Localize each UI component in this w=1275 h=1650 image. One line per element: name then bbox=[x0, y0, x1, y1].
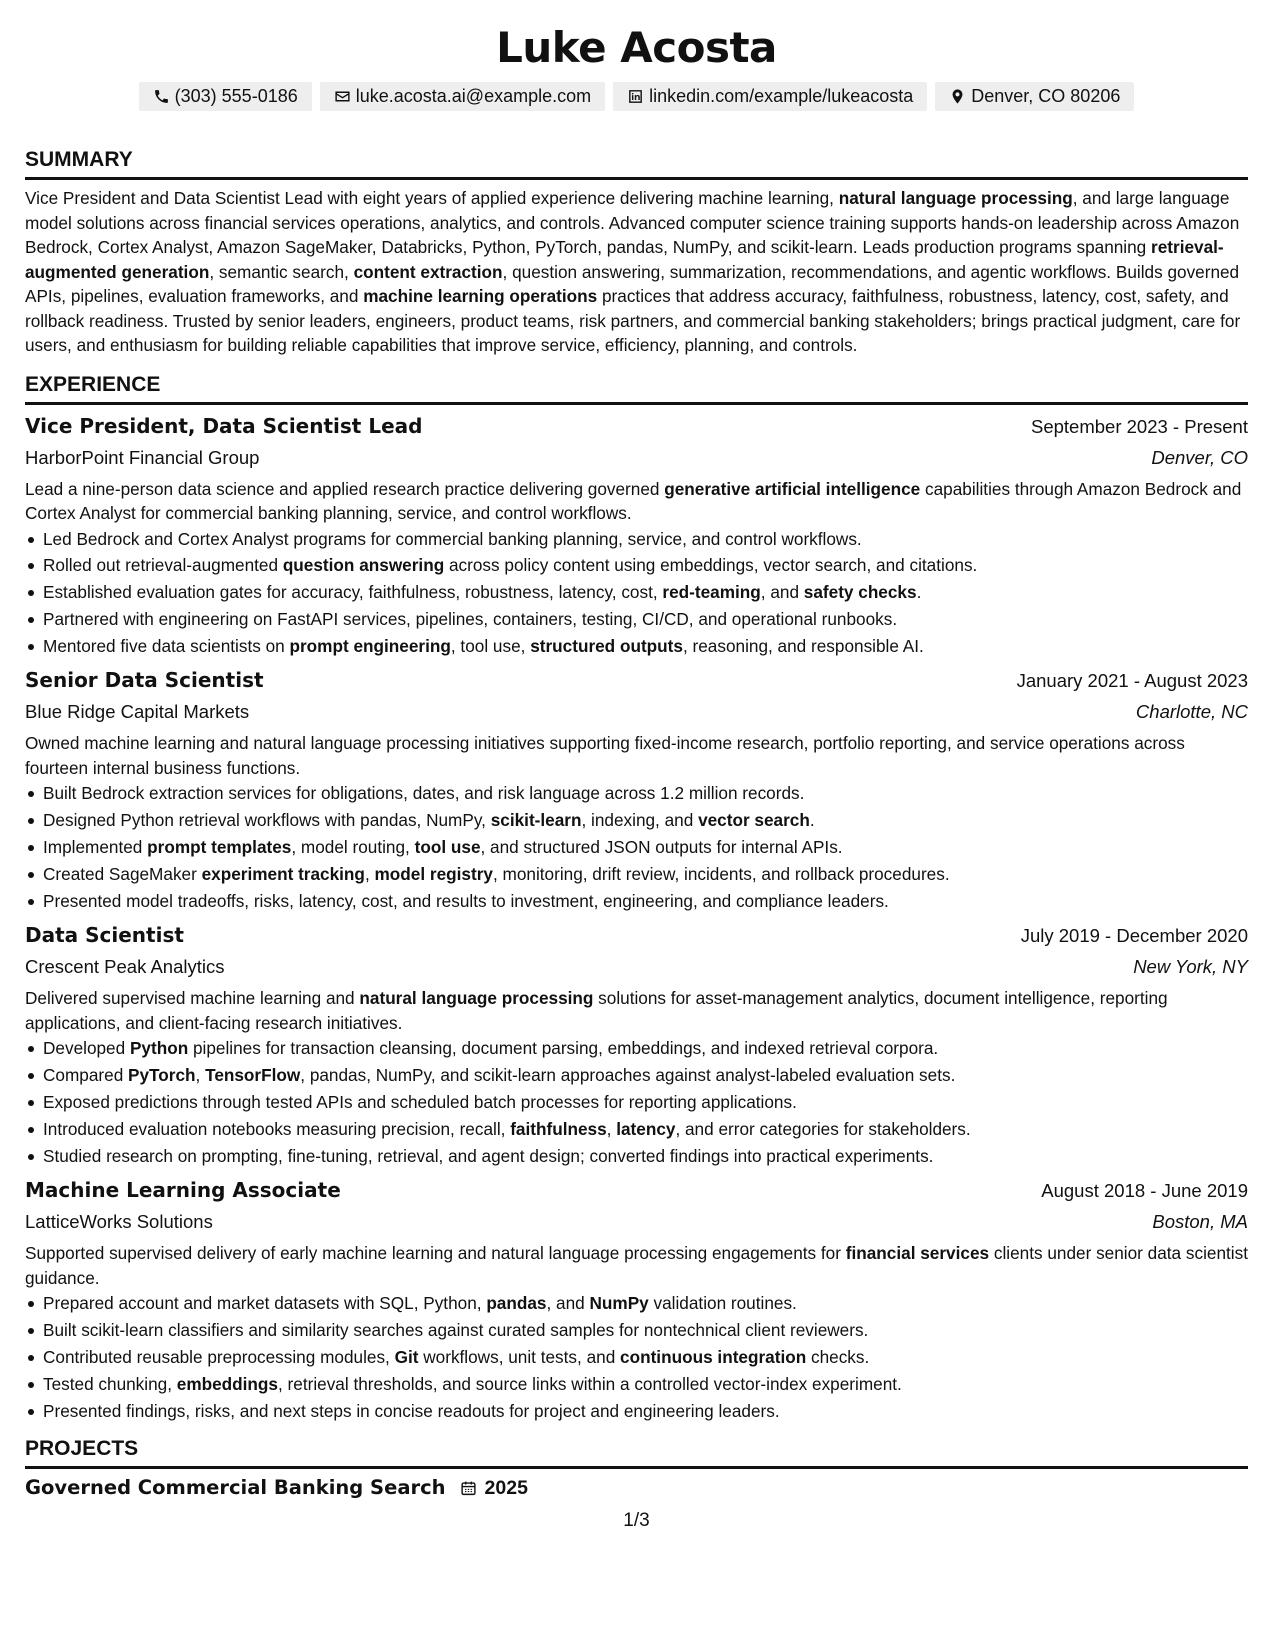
job-bullet: Presented model tradeoffs, risks, latency, cost, and results to investment, engineering, and compliance leaders. bbox=[43, 888, 1248, 915]
job-list bbox=[25, 411, 1248, 1425]
job-bullet: Partnered with engineering on FastAPI services, pipelines, containers, testing, CI/CD, and operational runbooks. bbox=[43, 606, 1248, 633]
section-title-experience: EXPERIENCE bbox=[25, 372, 1248, 405]
contact-linkedin-text: linkedin.com/example/lukeacosta bbox=[649, 86, 914, 106]
envelope-icon bbox=[334, 88, 351, 105]
job-bullet: Rolled out retrieval-augmented question answering across policy content using embeddings, vector search, and citations. bbox=[43, 552, 1248, 579]
job-subheader bbox=[25, 1206, 1248, 1237]
contact-email[interactable] bbox=[320, 82, 605, 111]
job-header bbox=[25, 411, 1248, 442]
job-bullet: Exposed predictions through tested APIs and scheduled batch processes for reporting applications. bbox=[43, 1089, 1248, 1116]
job-bullet: Introduced evaluation notebooks measuring precision, recall, faithfulness, latency, and error categories for stakeholders. bbox=[43, 1116, 1248, 1143]
job-header bbox=[25, 665, 1248, 696]
phone-icon bbox=[153, 88, 170, 105]
section-title-summary: SUMMARY bbox=[25, 147, 1248, 180]
job-bullet: Studied research on prompting, fine-tuning, retrieval, and agent design; converted findings into practical experiments. bbox=[43, 1143, 1248, 1170]
job-dates: July 2019 - December 2020 bbox=[1020, 925, 1248, 947]
job-header bbox=[25, 1175, 1248, 1206]
job-company: Blue Ridge Capital Markets bbox=[25, 701, 250, 723]
job-bullet: Built Bedrock extraction services for obligations, dates, and risk language across 1.2 million records. bbox=[43, 780, 1248, 807]
job-header bbox=[25, 920, 1248, 951]
project-date bbox=[460, 1477, 528, 1500]
job-title: Vice President, Data Scientist Lead bbox=[25, 413, 423, 438]
job-bullet: Led Bedrock and Cortex Analyst programs for commercial banking planning, service, and control workflows. bbox=[43, 526, 1248, 553]
job-summary: Supported supervised delivery of early machine learning and natural language processing engagements for financial services clients under senior data scientist guidance. bbox=[25, 1243, 1248, 1288]
page-number: 1/3 bbox=[623, 1510, 650, 1531]
job-entry bbox=[25, 411, 1248, 660]
contact-phone-text: (303) 555-0186 bbox=[174, 86, 298, 106]
job-bullets bbox=[25, 1035, 1248, 1169]
contact-location bbox=[935, 82, 1134, 111]
summary-text: Vice President and Data Scientist Lead with eight years of applied experience delivering machine learning, natural language processing, and large language model solutions across financial services operations, analytics, and controls. Advanced computer science training supports hands-on leadership across Amazon Bedrock, Cortex Analyst, Amazon SageMaker, Databricks, Python, PyTorch, pandas, NumPy, and scikit-learn. Leads production programs spanning retrieval-augmented generation, semantic search, content extraction, question answering, summarization, recommendations, and agentic workflows. Builds governed APIs, pipelines, evaluation frameworks, and machine learning operations practices that address accuracy, faithfulness, robustness, latency, cost, safety, and rollback readiness. Trusted by senior leaders, engineers, product teams, risk partners, and commercial banking stakeholders; brings practical judgment, care for users, and enthusiasm for building reliable capabilities that improve service, efficiency, planning, and controls. bbox=[25, 188, 1241, 355]
experience-section bbox=[25, 372, 1248, 1425]
job-bullet: Created SageMaker experiment tracking, model registry, monitoring, drift review, incidents, and rollback procedures. bbox=[43, 861, 1248, 888]
project-year: 2025 bbox=[484, 1476, 528, 1499]
job-subheader bbox=[25, 951, 1248, 982]
job-bullets bbox=[25, 1290, 1248, 1424]
job-bullet: Developed Python pipelines for transaction cleansing, document parsing, embeddings, and indexed retrieval corpora. bbox=[43, 1035, 1248, 1062]
job-entry bbox=[25, 920, 1248, 1169]
section-title-projects: PROJECTS bbox=[25, 1436, 1248, 1469]
contact-location-text: Denver, CO 80206 bbox=[971, 86, 1121, 106]
job-bullet: Prepared account and market datasets with SQL, Python, pandas, and NumPy validation routines. bbox=[43, 1290, 1248, 1317]
job-title: Senior Data Scientist bbox=[25, 668, 264, 693]
project-title: Governed Commercial Banking Search bbox=[25, 1476, 446, 1500]
job-bullet: Mentored five data scientists on prompt engineering, tool use, structured outputs, reasoning, and responsible AI. bbox=[43, 633, 1248, 660]
job-bullet: Presented findings, risks, and next steps in concise readouts for project and engineering leaders. bbox=[43, 1398, 1248, 1425]
job-bullets bbox=[25, 780, 1248, 914]
job-bullets bbox=[25, 526, 1248, 660]
job-entry bbox=[25, 665, 1248, 914]
projects-section bbox=[25, 1436, 1248, 1503]
contact-email-text: luke.acosta.ai@example.com bbox=[355, 86, 592, 106]
job-entry bbox=[25, 1175, 1248, 1424]
contact-phone[interactable] bbox=[139, 82, 312, 111]
job-location: New York, NY bbox=[1133, 956, 1248, 978]
job-dates: January 2021 - August 2023 bbox=[1016, 670, 1248, 692]
job-title: Machine Learning Associate bbox=[25, 1178, 341, 1203]
job-subheader bbox=[25, 696, 1248, 727]
job-location: Denver, CO bbox=[1151, 446, 1248, 468]
job-subheader bbox=[25, 442, 1248, 473]
job-title: Data Scientist bbox=[25, 923, 184, 948]
job-bullet: Built scikit-learn classifiers and similarity searches against curated samples for nontechnical client reviewers. bbox=[43, 1317, 1248, 1344]
job-bullet: Compared PyTorch, TensorFlow, pandas, NumPy, and scikit-learn approaches against analyst-labeled evaluation sets. bbox=[43, 1062, 1248, 1089]
job-location: Charlotte, NC bbox=[1135, 701, 1248, 723]
job-company: LatticeWorks Solutions bbox=[25, 1211, 213, 1233]
summary-section bbox=[25, 147, 1248, 358]
job-dates: August 2018 - June 2019 bbox=[1041, 1180, 1248, 1202]
resume-page bbox=[25, 20, 1248, 1531]
job-dates: September 2023 - Present bbox=[1031, 415, 1248, 437]
contact-bar bbox=[25, 82, 1248, 111]
job-bullet: Tested chunking, embeddings, retrieval thresholds, and source links within a controlled vector-index experiment. bbox=[43, 1371, 1248, 1398]
job-bullet: Contributed reusable preprocessing modules, Git workflows, unit tests, and continuous integration checks. bbox=[43, 1344, 1248, 1371]
map-pin-icon bbox=[949, 88, 966, 105]
job-bullet: Implemented prompt templates, model routing, tool use, and structured JSON outputs for internal APIs. bbox=[43, 834, 1248, 861]
job-company: Crescent Peak Analytics bbox=[25, 956, 225, 978]
calendar-icon bbox=[460, 1479, 477, 1497]
linkedin-icon bbox=[627, 88, 644, 105]
job-summary: Delivered supervised machine learning and natural language processing solutions for asset-management analytics, document intelligence, reporting applications, and client-facing research initiatives. bbox=[25, 988, 1168, 1033]
contact-linkedin[interactable] bbox=[613, 82, 927, 111]
candidate-name: Luke Acosta bbox=[496, 23, 777, 72]
project-item bbox=[25, 1473, 1248, 1503]
job-summary: Owned machine learning and natural language processing initiatives supporting fixed-income research, portfolio reporting, and service operations across fourteen internal business functions. bbox=[25, 733, 1185, 778]
job-summary: Lead a nine-person data science and applied research practice delivering governed generative artificial intelligence capabilities through Amazon Bedrock and Cortex Analyst for commercial banking planning, service, and control workflows. bbox=[25, 478, 1242, 523]
job-location: Boston, MA bbox=[1152, 1211, 1248, 1233]
job-bullet: Designed Python retrieval workflows with pandas, NumPy, scikit-learn, indexing, and vector search. bbox=[43, 807, 1248, 834]
job-bullet: Established evaluation gates for accuracy, faithfulness, robustness, latency, cost, red-teaming, and safety checks. bbox=[43, 579, 1248, 606]
job-company: HarborPoint Financial Group bbox=[25, 446, 260, 468]
